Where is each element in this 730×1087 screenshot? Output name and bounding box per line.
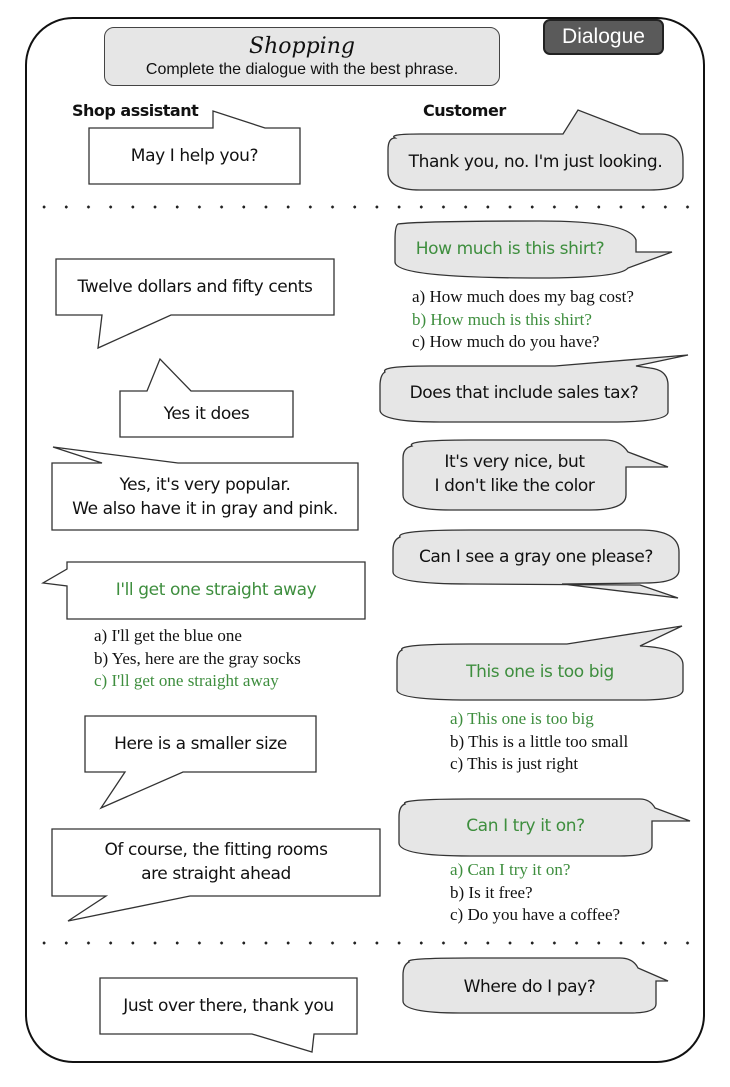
choice-list-q1 <box>412 286 634 354</box>
worksheet-title: Shopping <box>249 34 355 59</box>
choice-option[interactable]: a) I'll get the blue one <box>94 626 242 645</box>
customer-line-8: Where do I pay? <box>463 977 596 997</box>
assistant-line-7a: Of course, the fitting rooms <box>104 840 328 860</box>
assistant-line-2: Twelve dollars and fifty cents <box>77 277 313 297</box>
choice-list-q4 <box>450 859 620 927</box>
choice-option[interactable]: c) Do you have a coffee? <box>450 905 621 924</box>
choice-option-correct[interactable]: a) This one is too big <box>450 709 594 728</box>
assistant-line-5-answer: I'll get one straight away <box>115 580 317 600</box>
assistant-line-7b: are straight ahead <box>141 864 291 884</box>
customer-line-7-answer: Can I try it on? <box>466 816 585 836</box>
assistant-line-6: Here is a smaller size <box>114 734 287 754</box>
customer-line-1: Thank you, no. I'm just looking. <box>408 152 663 172</box>
customer-line-3: Does that include sales tax? <box>409 383 639 403</box>
choice-option[interactable]: b) This is a little too small <box>450 731 629 751</box>
customer-line-5: Can I see a gray one please? <box>418 547 654 567</box>
choice-option[interactable]: a) How much does my bag cost? <box>412 287 634 306</box>
choice-option[interactable]: c) How much do you have? <box>412 332 600 351</box>
choice-option-correct[interactable]: c) I'll get one straight away <box>94 671 279 690</box>
assistant-line-8: Just over there, thank you <box>123 996 334 1016</box>
customer-line-4a: It's very nice, but <box>444 452 585 472</box>
customer-line-4b: I don't like the color <box>434 476 595 496</box>
assistant-line-1: May I help you? <box>130 146 259 166</box>
choice-option[interactable]: b) Is it free? <box>450 882 533 902</box>
instruction-text: Complete the dialogue with the best phrase. <box>145 61 459 78</box>
choice-option[interactable]: c) This is just right <box>450 754 579 773</box>
choice-list-q2 <box>94 625 301 693</box>
choice-list-q3 <box>450 708 628 776</box>
choice-option-correct[interactable]: b) How much is this shirt? <box>412 309 592 329</box>
choice-option[interactable]: b) Yes, here are the gray socks <box>94 648 301 668</box>
customer-line-6-answer: This one is too big <box>466 662 614 682</box>
choice-option-correct[interactable]: a) Can I try it on? <box>450 860 571 879</box>
dialogue-tag: Dialogue <box>543 19 664 55</box>
role-label-customer: Customer <box>423 101 506 120</box>
assistant-line-3: Yes it does <box>163 404 250 424</box>
assistant-line-4a: Yes, it's very popular. <box>119 475 291 495</box>
role-label-shop-assistant: Shop assistant <box>72 101 199 120</box>
assistant-line-4b: We also have it in gray and pink. <box>72 499 338 519</box>
customer-line-2-answer: How much is this shirt? <box>415 239 605 259</box>
